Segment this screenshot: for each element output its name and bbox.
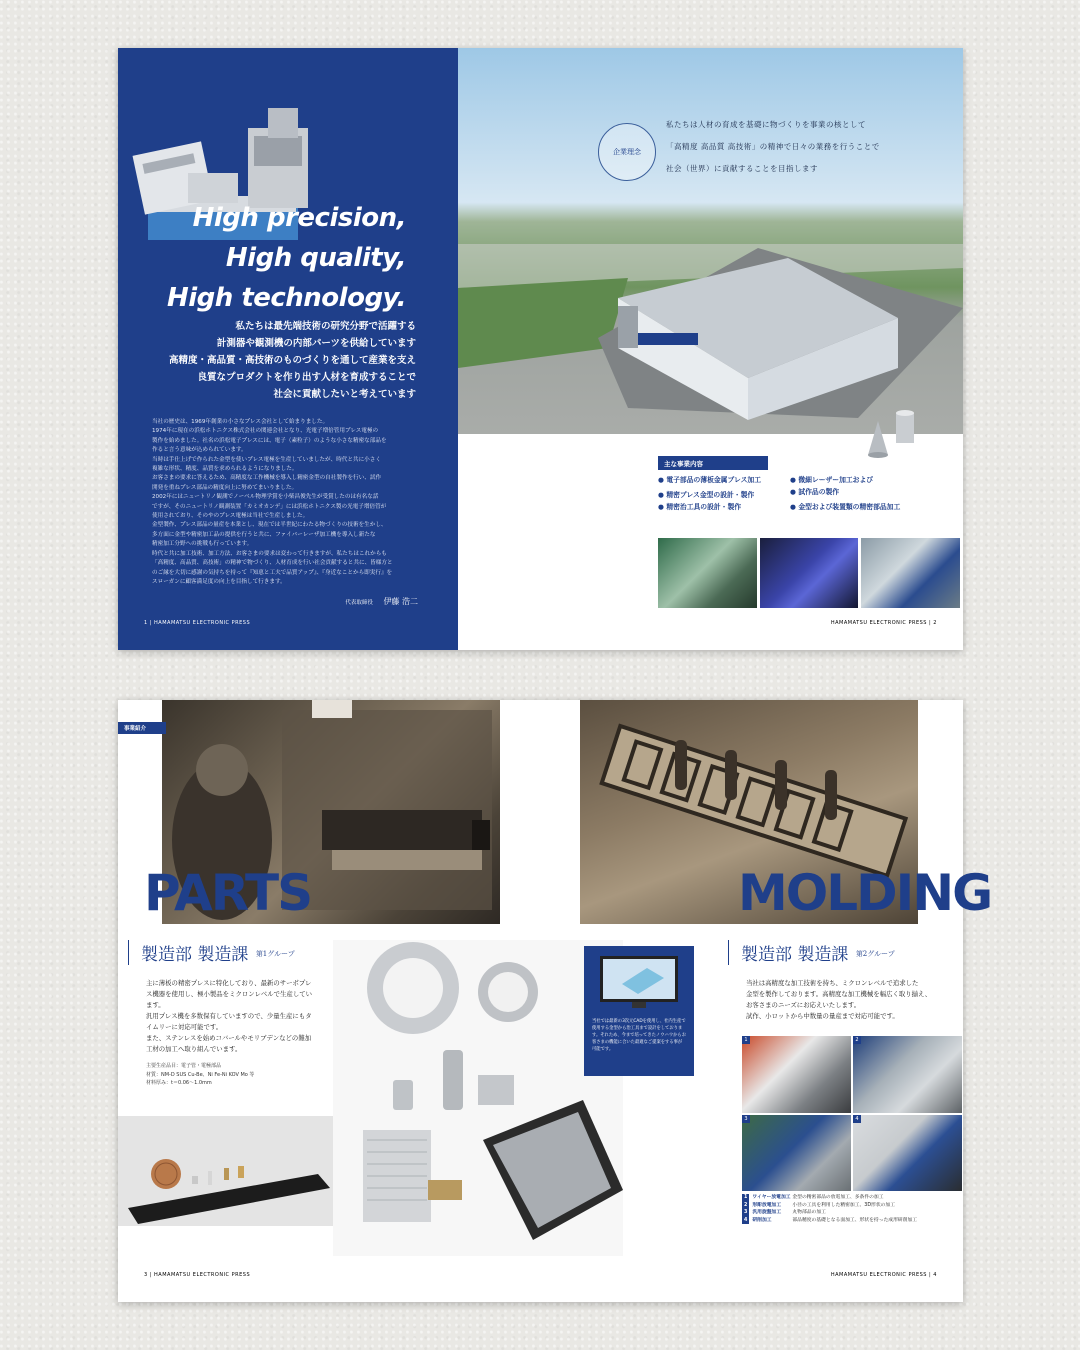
business-item: ● 試作品の製作 (790, 488, 920, 500)
tagline-line: High precision, (192, 203, 406, 233)
business-item: ● 電子部品の薄板金属プレス加工 (658, 476, 786, 485)
press-machine-photo (658, 538, 757, 608)
workers-photo (861, 538, 960, 608)
business-item: ● 微細レーザー加工および (790, 476, 920, 485)
body-line: 精密加工分野への挑戦も行っています。 (152, 541, 253, 548)
text-line: 汎用プレス機を多数保有していますので、少量生産にもタ (146, 1012, 312, 1020)
folio-left: 3 | HAMAMATSU ELECTRONIC PRESS (144, 1272, 251, 1278)
factory-photo-strip (658, 538, 960, 608)
lead-line: 社会に貢献したいと考えています (273, 389, 416, 400)
legend-key: 汎用旋盤加工 (752, 1210, 782, 1216)
legend-value: 金型の精密部品の放電加工、多条件の加工 (792, 1195, 884, 1200)
dept-group1-text (146, 978, 321, 1055)
spec-line: 材料厚み：t＝0.06～1.0mm (146, 1080, 212, 1086)
photo-number: 2 (853, 1036, 861, 1044)
body-line: 使用されており、そのやのプレス電極は当社で生産しました。 (152, 513, 309, 520)
tagline-line: High technology. (166, 283, 406, 313)
dept-group2-heading (728, 940, 895, 965)
parts-heading: PARTS (144, 864, 312, 922)
legend-key: 形彫放電加工 (752, 1202, 782, 1208)
signature-name: 伊藤 浩二 (383, 597, 418, 606)
tagline (166, 198, 406, 318)
machine-legend (742, 1194, 962, 1224)
signature-title: 代表取締役 (345, 600, 373, 606)
body-line: 1974年に現在の浜松ホトニクス株式会社の関連会社となり、光電子増倍管用プレス電極の (152, 428, 379, 435)
philosophy-badge: 企業理念 (598, 123, 656, 181)
lead-line: 計測器や観測機の内部パーツを供給しています (216, 338, 416, 349)
dept-group2-text (746, 978, 946, 1022)
left-page-navy (118, 48, 458, 650)
brochure-spread-company (118, 48, 963, 650)
legend-row (742, 1202, 962, 1210)
signature (345, 596, 418, 607)
dept-title: 製造部 製造課 (141, 945, 249, 965)
business-item: ● 金型および装置類の精密部品加工 (790, 503, 920, 512)
body-line: 時代と共に加工技術、加工方法、お客さまの要求は変わって行きますが、私たちはこれからも (152, 550, 387, 557)
dept-group1-heading (128, 940, 295, 965)
philosophy-line: 「高精度 高品質 高技術」の精神で日々の業務を行うことで (666, 142, 880, 151)
laser-machine-photo (760, 538, 859, 608)
ruler-coin-photo (118, 1116, 333, 1226)
lead-line: 良質なプロダクトを作り出す人材を育成することで (197, 372, 416, 383)
machine-photo-grid (742, 1036, 962, 1191)
body-line: 複雑な形状、精度、品質を求められるようになりました。 (152, 466, 298, 473)
text-line: ス機器を使用し、極小製品をミクロンレベルで生産してい (146, 990, 312, 998)
legend-number: 2 (744, 1202, 748, 1208)
business-list (658, 476, 918, 512)
body-line: 製作を始めました。社名の浜松電子プレスには、電子（素粒子）のような小さな精密な部品を (152, 437, 387, 444)
tagline-line: High quality, (225, 243, 406, 273)
text-line: イムリーに対応可能です。 (146, 1023, 223, 1031)
factory-aerial-photo (458, 48, 963, 434)
legend-value: 丸物部品の加工 (792, 1210, 826, 1216)
wire-edm-photo (742, 1036, 851, 1113)
folio-left: 1 | HAMAMATSU ELECTRONIC PRESS (144, 620, 251, 626)
photo-number: 1 (742, 1036, 750, 1044)
body-line: 当時は手仕上げで作られた金型を使いプレス電極を生産していましたが、時代と共に小さく (152, 456, 381, 463)
body-line: 「高精度、高品質、高技術」の精神で物づくり、人材育成を行い社会貢献すると共に、皆様方と (152, 560, 393, 567)
body-line: のご縁を大切に感謝の気持ちを持って『知恵と工夫で品質アップ』、『身近なことから即実行』を (152, 569, 393, 576)
legend-number: 3 (744, 1210, 748, 1216)
legend-number: 1 (744, 1195, 748, 1200)
philosophy-line: 社会（世界）に貢献することを目指します (666, 164, 818, 173)
body-line: 2002年にはニュートリノ観測でノーベル物理学賞を小柴昌俊先生が受賞したのは有名な話 (152, 494, 379, 501)
molding-heading: MOLDING (738, 864, 992, 922)
dept-group-label: 第2グループ (855, 950, 895, 958)
spec-line: 主要生産品目：電子管・電極部品 (146, 1063, 222, 1069)
lathe-photo (742, 1115, 851, 1192)
body-line: お客さまの要求に答えるため、高精度な工作機械を導入し精密金型の自社製作を行い、試作 (152, 475, 382, 482)
corporate-philosophy (666, 114, 956, 180)
brochure-spread-business (118, 700, 992, 1302)
body-line: 開発を重ねプレス部品の精度向上に努めてまいりました。 (152, 484, 298, 491)
cone-part-image (858, 403, 928, 463)
body-line: 金型製作、プレス部品の量産を本業とし、現在では半世紀にわたる物づくりの技術を生かし、 (152, 522, 387, 529)
text-line: ます。 (146, 1001, 165, 1009)
cad-description: 当社では最新の3次元CADを使用し、社内生産で使用する金型から治工具まで設計をしております。それため、今まで培ってきたノウハウからお客さまの機能に合いた最適なご提案をする事が可能です。 (592, 1019, 687, 1052)
legend-key: ワイヤー放電加工 (752, 1195, 791, 1200)
body-line: スローガンに顧客満足度の向上を目指して行きます。 (152, 578, 286, 585)
folio-right: HAMAMATSU ELECTRONIC PRESS | 2 (830, 620, 937, 626)
text-line: また、ステンレスを始めコバールやモリブデンなどの難加 (146, 1034, 312, 1042)
body-line: 多方面に金型や精密加工品の提供を行うと共に、ファイバーレーザ加工機を導入し新たな (152, 531, 376, 538)
lead-paragraph (136, 318, 416, 403)
precision-parts-photo (333, 940, 623, 1256)
legend-key: 研削加工 (752, 1217, 772, 1223)
body-line: ですが、そのニュートリノ観測装置「カミオカンデ」には浜松ホトニクス製の光電子増倍管が (152, 503, 387, 510)
text-line: 主に薄板の精密プレスに特化しており、最新のサーボプレ (146, 979, 312, 987)
text-line: お客さまのニーズにお応えいたします。 (746, 1001, 861, 1009)
body-line: 作ると言う意味が込められています。 (152, 447, 247, 454)
lead-line: 高精度・高品質・高技術のものづくりを通して産業を支え (168, 355, 416, 366)
text-line: 工材の加工へ取り組んでいます。 (146, 1045, 242, 1053)
legend-number: 4 (744, 1217, 748, 1223)
legend-row (742, 1217, 962, 1225)
company-history-text (152, 418, 424, 587)
text-line: 当社は高精度な加工技術を持ち、ミクロンレベルで追求した (746, 979, 919, 987)
grinding-photo (853, 1115, 962, 1192)
spec-line: 材質：NM-D SUS Cu-Be、Ni Fe-Ni KOV Mo 等 (146, 1071, 255, 1078)
body-line: 当社の歴史は、1969年創業の小さなプレス会社として始まりました。 (152, 419, 329, 425)
section-tag: 事業紹介 (118, 722, 166, 734)
text-line: 金型を製作しております。高精度な加工機械を幅広く取り揃え、 (746, 990, 932, 998)
cad-monitor-image (592, 954, 686, 1014)
spec-list (146, 1062, 321, 1088)
lead-line: 私たちは最先端技術の研究分野で活躍する (235, 321, 416, 332)
dept-group-label: 第1グループ (255, 950, 295, 958)
legend-value: 部品精度の基礎となる面加工、形状を持った成形研削加工 (792, 1217, 918, 1223)
photo-number: 3 (742, 1115, 750, 1123)
sinker-edm-photo (853, 1036, 962, 1113)
photo-number: 4 (853, 1115, 861, 1123)
dept-title: 製造部 製造課 (741, 945, 849, 965)
text-line: 試作、小ロットから中数量の量産まで対応可能です。 (746, 1012, 899, 1020)
business-item: ● 精密治工具の設計・製作 (658, 503, 786, 512)
legend-value: 小径の工具を利用した精密加工、3D形状の加工 (792, 1202, 896, 1208)
philosophy-line: 私たちは人材の育成を基礎に物づくりを事業の核として (666, 120, 866, 129)
business-item: ● 精密プレス金型の設計・製作 (658, 491, 786, 500)
legend-row (742, 1209, 962, 1217)
folio-right: HAMAMATSU ELECTRONIC PRESS | 4 (830, 1272, 937, 1278)
legend-row (742, 1194, 962, 1202)
cad-info-box (584, 946, 694, 1076)
business-heading: 主な事業内容 (658, 456, 768, 470)
